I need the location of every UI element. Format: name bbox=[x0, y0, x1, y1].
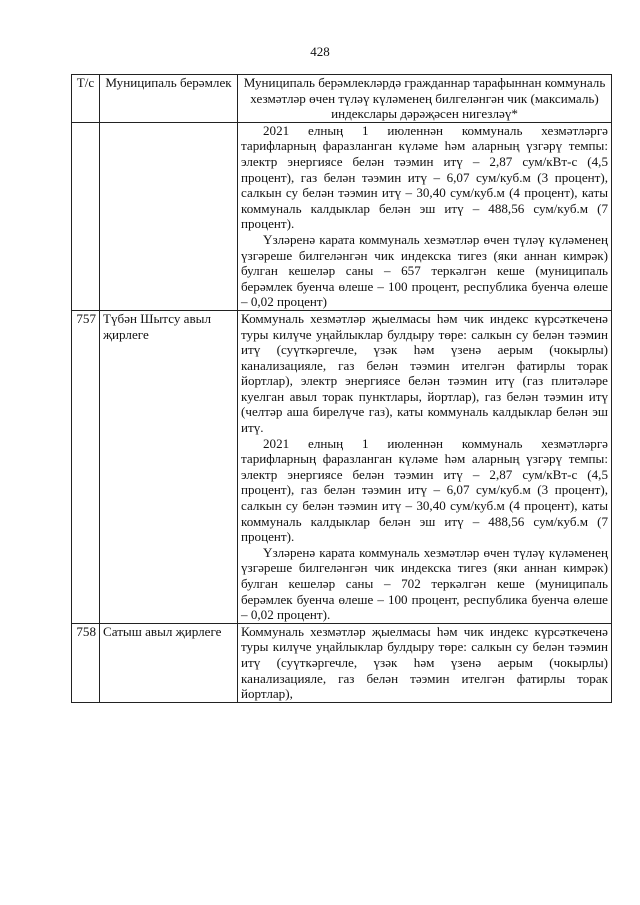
row-municipality: Сатыш авыл җирлеге bbox=[100, 623, 238, 702]
row-description bbox=[238, 122, 612, 310]
row-number bbox=[72, 122, 100, 310]
header-number: Т/с bbox=[72, 75, 100, 123]
table-row bbox=[72, 310, 612, 623]
header-description: Муниципаль берәмлекләрдә гражданнар тарафыннан коммуналь хезмәтләр өчен түләү күләменең билгеләнгән чик (максималь) индекслары дәрәҗәсен нигезләү* bbox=[238, 75, 612, 123]
header-municipality: Муниципаль берәмлек bbox=[100, 75, 238, 123]
municipal-index-table bbox=[71, 74, 612, 703]
row-paragraph: Коммуналь хезмәтләр җыелмасы һәм чик индекс күрсәткеченә туры килүче уңайлыклар булдыру төре: салкын су белән тәэмин итү (суүткәргечле, үзәк һәм үзенә аерым (чокырлы) канализацияле, газ белән тәэмин ителгән фатирлы торак йортлар), bbox=[241, 623, 608, 702]
row-municipality bbox=[100, 122, 238, 310]
row-number: 758 bbox=[72, 623, 100, 702]
table-row bbox=[72, 122, 612, 310]
table-header-row bbox=[72, 75, 612, 123]
row-paragraph: Үзләренә карата коммуналь хезмәтләр өчен түләү күләменең үзгәреше билгеләнгән чик индекска тигез (яки аннан кимрәк) булган кешеләр саны – 702 теркәлгән кеше (муниципаль берәмлек буенча өлеше – 100 процент, республика буенча өлеше – 0,02 процент). bbox=[241, 544, 608, 623]
page-number: 428 bbox=[310, 44, 330, 59]
row-description bbox=[238, 623, 612, 702]
row-paragraph: Коммуналь хезмәтләр җыелмасы һәм чик индекс күрсәткеченә туры килүче уңайлыклар булдыру төре: салкын су белән тәэмин итү (суүткәргечле, үзәк һәм үзенә аерым (чокырлы) канализацияле, газ белән тәэмин ителгән фатирлы торак йортлар), электр энергиясе белән тәэмин итү (газ плитәләре куелган авыл торак пунктлары, йортлар), газ белән тәэмин итү (челтәр аша бирелүче газ), каты коммуналь калдыклар белән эш итү. bbox=[241, 310, 608, 436]
table-row bbox=[72, 623, 612, 702]
row-number: 757 bbox=[72, 310, 100, 623]
row-paragraph: 2021 елның 1 июленнән коммуналь хезмәтләргә тарифларның фаразланган күләме һәм аларның үзгәрү темпы: электр энергиясе белән тәэмин итү – 2,87 сум/кВт-с (4,5 процент), газ белән тәэмин итү – 6,07 сум/куб.м (3 процент), салкын су белән тәэмин итү – 30,40 сум/куб.м (4 процент), каты коммуналь калдыклар белән эш итү – 488,56 сум/куб.м (7 процент). bbox=[241, 122, 608, 232]
row-paragraph: Үзләренә карата коммуналь хезмәтләр өчен түләү күләменең үзгәреше билгеләнгән чик индекска тигез (яки аннан кимрәк) булган кешеләр саны – 657 теркәлгән кеше (муниципаль берәмлек буенча өлеше – 100 процент, республика буенча өлеше – 0,02 процент) bbox=[241, 231, 608, 310]
row-paragraph: 2021 елның 1 июленнән коммуналь хезмәтләргә тарифларның фаразланган күләме һәм аларның үзгәрү темпы: электр энергиясе белән тәэмин итү – 2,87 сум/кВт-с (4,5 процент), газ белән тәэмин итү – 6,07 сум/куб.м (3 процент), салкын су белән тәэмин итү – 30,40 сум/куб.м (4 процент), каты коммуналь калдыклар белән эш итү – 488,56 сум/куб.м (7 процент). bbox=[241, 435, 608, 545]
row-description bbox=[238, 310, 612, 623]
row-municipality: Түбән Шытсу авыл җирлеге bbox=[100, 310, 238, 623]
